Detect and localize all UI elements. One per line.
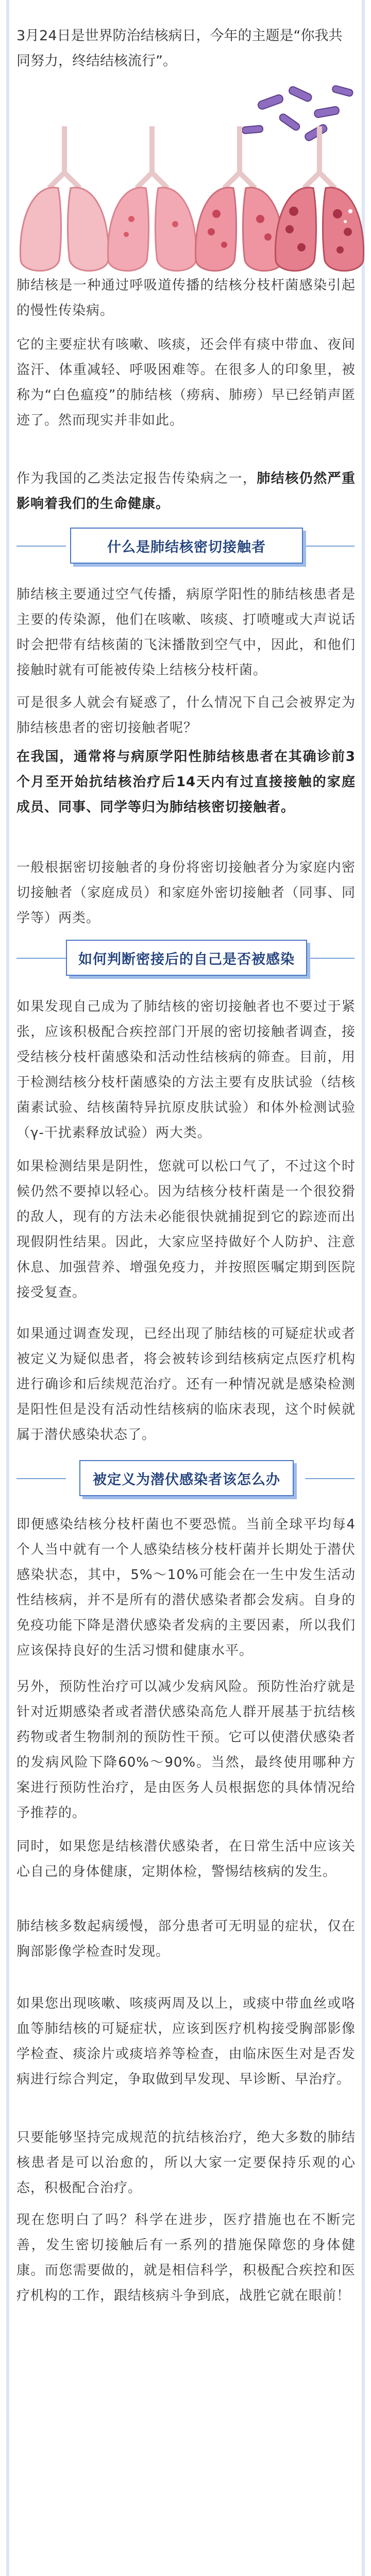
paragraph-latent-explained: 即便感染结核分枝杆菌也不要恐慌。当前全球平均每4个人当中就有一个人感染结核分枝杆菌并长期处于潜伏感染状态，其中，5%～10%可能会在一生中发生活动性结核病，并不是所有的潜伏感染者都会发病。自身的免疫功能下降是潜伏感染者发病的主要因素，所以我们应该保持良好的生活习惯和健康水平。 [16,1517,356,1658]
section-title: 什么是肺结核密切接触者 [70,528,303,564]
paragraph-negative-result: 如果检测结果是阴性，您就可以松口气了，不过这个时候仍然不要掉以轻心。因为结核分枝杆菌是一个很狡猾的敌人，现有的方法未必能很快就捕捉到它的踪迹而出现假阴性结果。因此，大家应坚持做好个人防护、注意休息、加强营养、增强免疫力，并按照医嘱定期到医院接受复查。 [16,1159,356,1300]
paragraph-symptoms: 它的主要症状有咳嗽、咳痰，还会伴有痰中带血、夜间盗汗、体重减轻、呼吸困难等。在很多人的印象里，被称为“白色瘟疫”的肺结核（痨病、肺痨）早已经销声匿迹了。然而现实并非如此。 [16,337,356,428]
intro-text: 3月24日是世界防治结核病日，今年的主题是“你我共同努力，终结结核流行”。 [16,28,343,69]
lungs-illustration-icon [0,77,371,278]
paragraph-slow-onset: 肺结核多数起病缓慢，部分患者可无明显的症状，仅在胸部影像学检查时发现。 [16,1919,356,1959]
severity-highlight: 肺结核仍然严重影响着我们的生命健康。 [16,471,356,512]
paragraph-screening: 如果发现自己成为了肺结核的密切接触者也不要过于紧张，应该积极配合疾控部门开展的密切接触者调查，接受结核分枝杆菌感染和活动性结核病的筛查。目前，用于检测结核分枝杆菌感染的方法主要有皮肤试验（结核菌素试验、结核菌特异抗原皮肤试验）和体外检测试验（γ-干扰素释放试验）两大类。 [16,999,356,1141]
paragraph-definition: 肺结核是一种通过呼吸道传播的结核分枝杆菌感染引起的慢性传染病。 [16,278,356,318]
paragraph-self-monitoring: 同时，如果您是结核潜伏感染者，在日常生活中应该关心自己的身体健康，定期体检，警惕结核病的发生。 [16,1839,356,1879]
left-border-rail [6,0,9,2576]
bacteria-icon [242,85,353,142]
paragraph-severity [16,466,356,517]
section-title: 如何判断密接后的自己是否被感染 [66,940,307,976]
section-title: 被定义为潜伏感染者该怎么办 [79,1460,294,1496]
paragraph-suspected-case: 如果通过调查发现，已经出现了肺结核的可疑症状或者被定义为疑似患者，将会被转诊到结核病定点医疗机构进行确诊和后续规范治疗。还有一种情况就是感染检测是阳性但是没有活动性结核病的临床表现，这个时候就属于潜伏感染状态了。 [16,1326,356,1443]
severity-text: 作为我国的乙类法定报告传染病之一， [16,471,257,486]
paragraph-preventive-treatment: 另外，预防性治疗可以减少发病风险。预防性治疗就是针对近期感染者或者潜伏感染高危人群开展基于抗结核药物或者生物制剂的预防性干预。它可以使潜伏感染者的发病风险下降60%～90%。当然，最终使用哪种方案进行预防性治疗，是由医务人员根据您的具体情况给予推荐的。 [16,1679,356,1821]
paragraph-conclusion: 现在您明白了吗？科学在进步，医疗措施也在不断完善，发生密切接触后有一系列的措施保障您的身体健康。而您需要做的，就是相信科学，积极配合疾控和医疗机构的工作，跟结核病斗争到底，战胜它就在眼前！ [16,2212,356,2303]
paragraph-transmission: 肺结核主要通过空气传播，病原学阳性的肺结核患者是主要的传染源，他们在咳嗽、咳痰、打喷嚏或大声说话时会把带有结核菌的飞沫播散到空气中，因此，和他们接触时就有可能被传染上结核分枝杆菌。 [16,587,356,678]
right-border-rail [362,0,365,2576]
paragraph-close-contact-definition: 在我国，通常将与病原学阳性肺结核患者在其确诊前3个月至开始抗结核治疗后14天内有过直接接触的家庭成员、同事、同学等归为肺结核密切接触者。 [16,749,356,815]
section-header-latent-infection [0,1453,371,1504]
paragraph-seek-care: 如果您出现咳嗽、咳痰两周及以上，或痰中带血丝或咯血等肺结核的可疑症状，应该到医疗机构接受胸部影像学检查、痰涂片或痰培养等检查，由临床医生对是否发病进行综合判定，争取做到早发现、早诊断、早治疗。 [16,1996,356,2087]
paragraph-cure: 只要能够坚持完成规范的抗结核治疗，绝大多数的肺结核患者是可以治愈的，所以大家一定要保持乐观的心态，积极配合治疗。 [16,2130,356,2196]
section-header-infection-check [0,933,371,984]
paragraph-contact-types: 一般根据密切接触者的身份将密切接触者分为家庭内密切接触者（家庭成员）和家庭外密切接触者（同事、同学等）两类。 [16,860,356,926]
paragraph-question: 可是很多人就会有疑惑了，什么情况下自己会被界定为肺结核患者的密切接触者呢？ [16,695,356,736]
section-header-close-contact [0,520,371,572]
